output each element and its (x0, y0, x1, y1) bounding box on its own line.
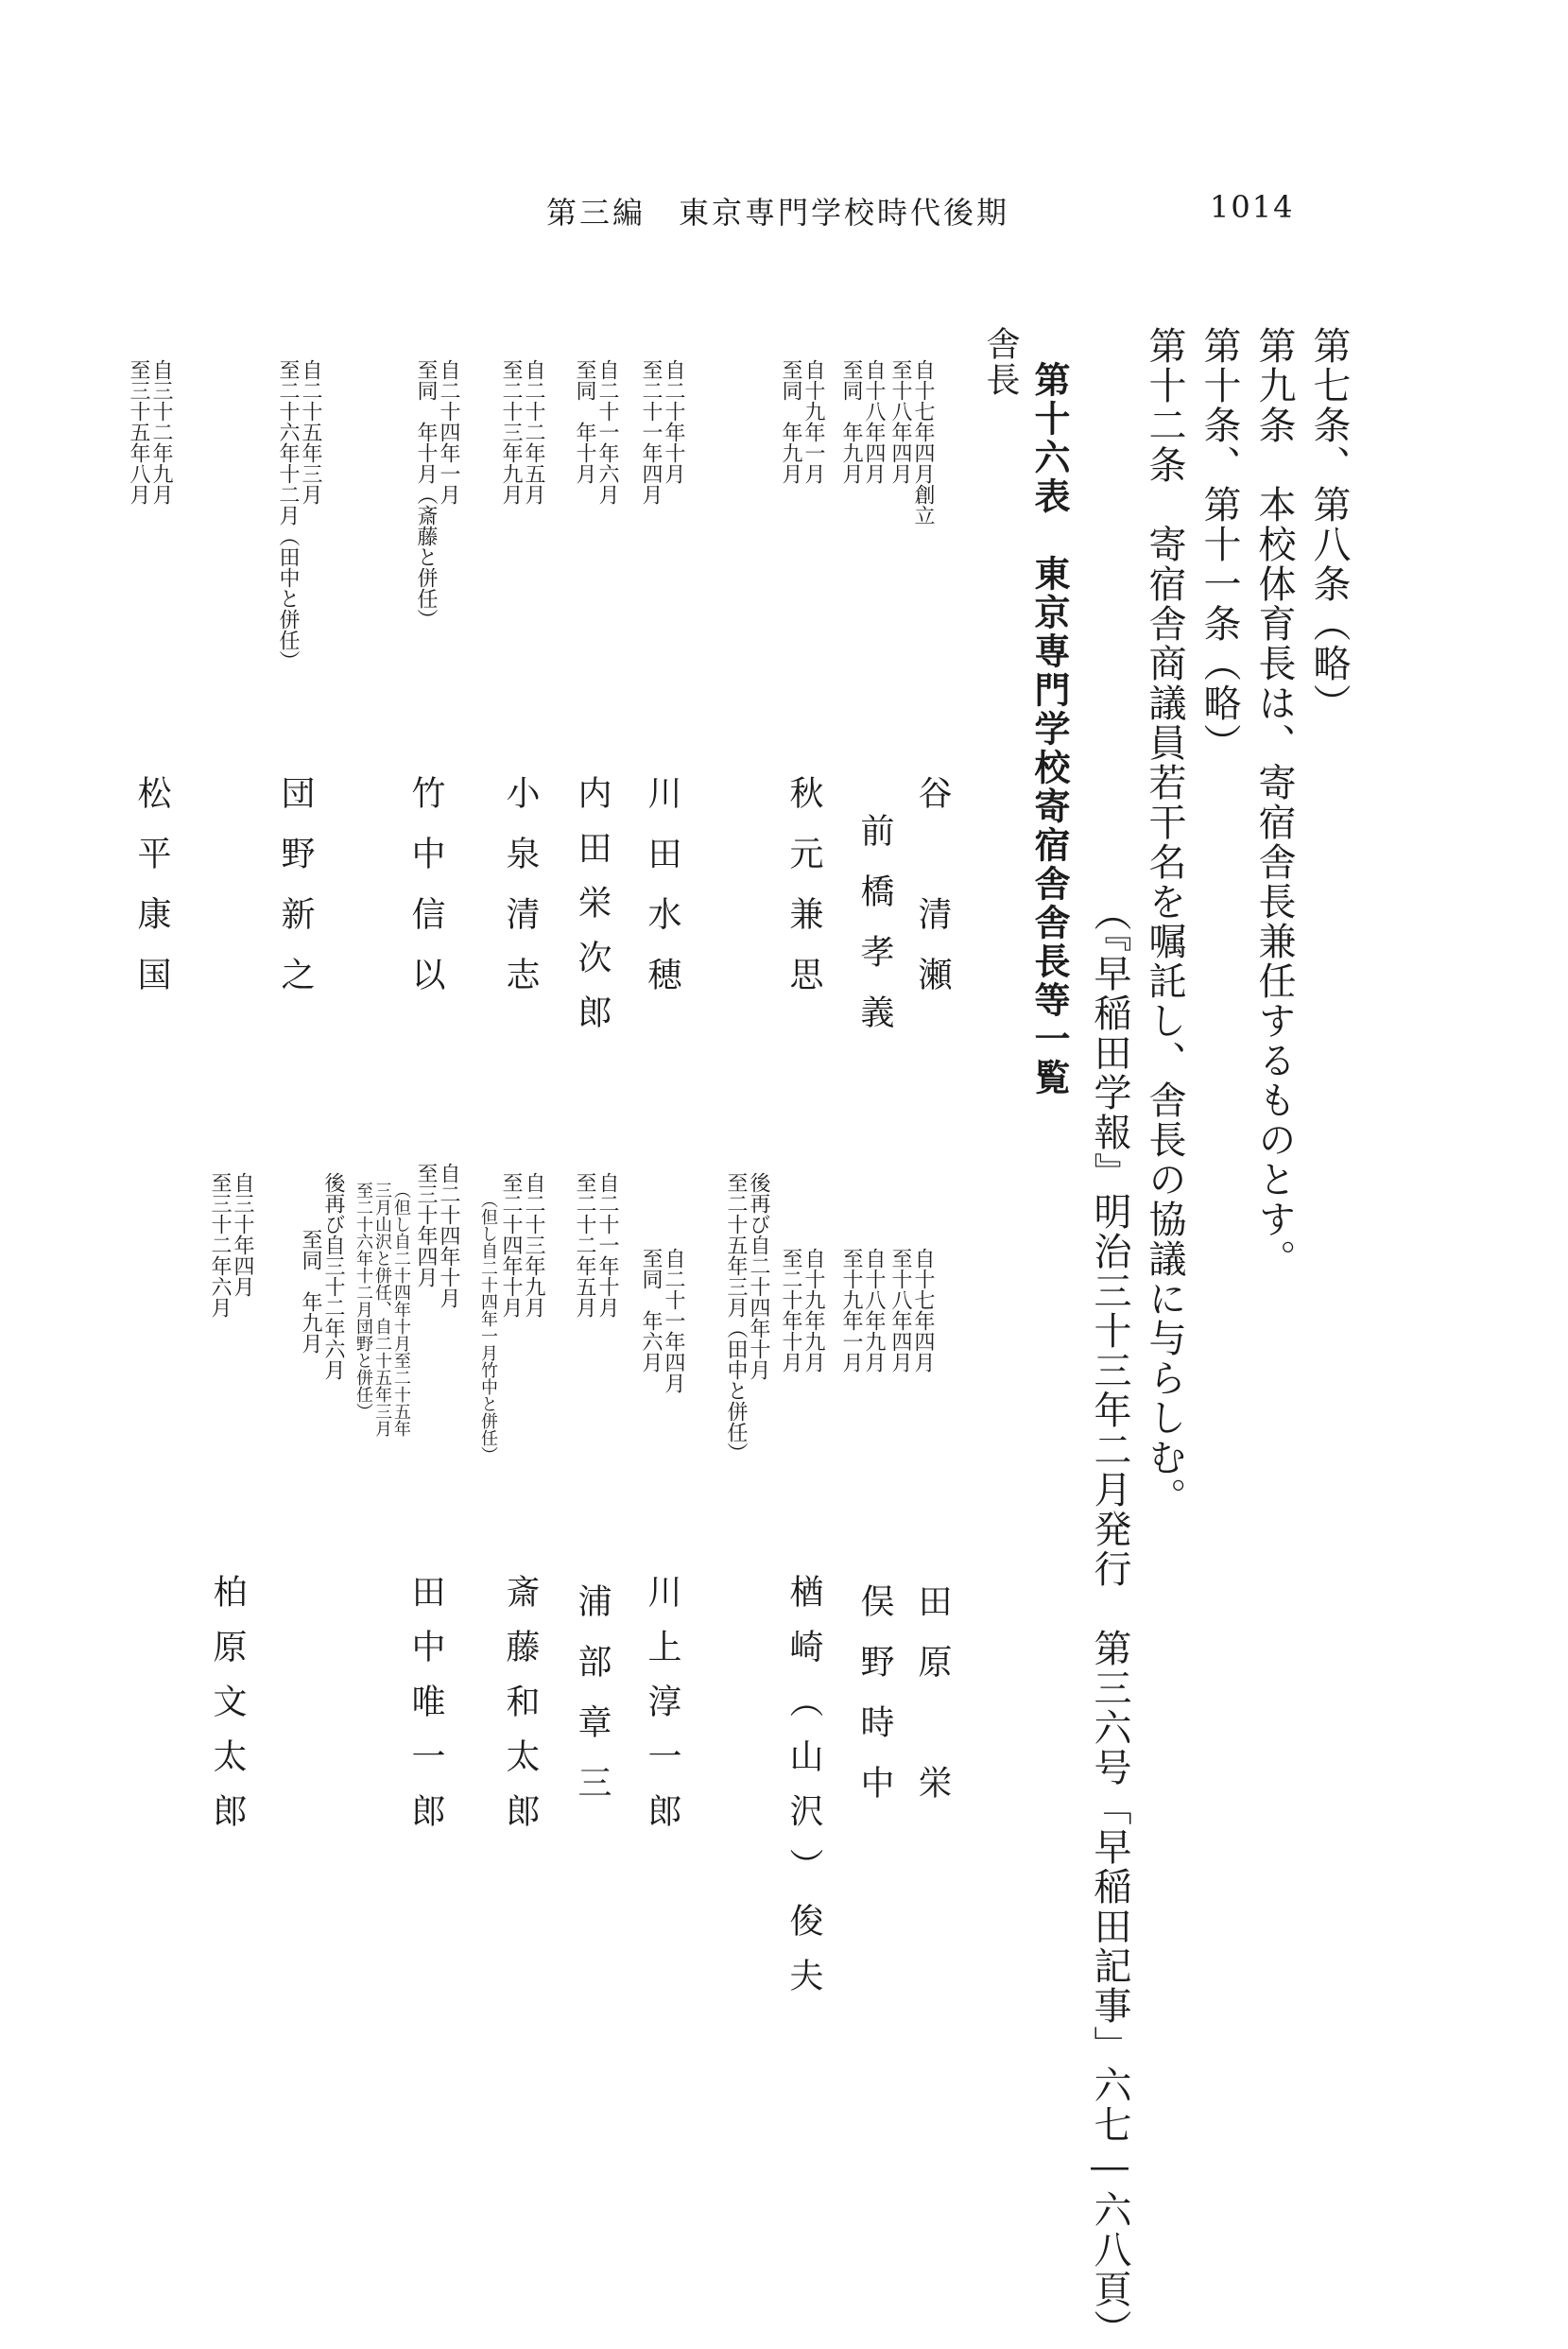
row8-term-b: 至二十六年十二月（田中と併任） (276, 359, 300, 671)
page-number: 1014 (1210, 189, 1295, 225)
row8-name: 団野新之 (276, 775, 315, 1017)
row7-name: 竹中信以 (406, 775, 445, 1017)
row7-term-b: 至同 年十月（斎藤と併任） (414, 359, 438, 630)
source-citation: （『早稲田学報』明治三十三年二月発行 第三六号「早稲田記事」六七―六八頁） (1088, 893, 1131, 2349)
row3-term2-b: 至二十年十月 (779, 1248, 802, 1373)
row9-term2-a: 自三十年四月 (231, 1172, 254, 1297)
row3-term-a: 自十九年一月 (801, 359, 825, 484)
row7-term-a: 自二十四年一月 (437, 359, 460, 505)
row1-term-b: 至十八年四月 (888, 359, 912, 484)
article-12: 第十二条 寄宿舎商議員若干名を嘱託し、舎長の協議に与らしむ。 (1143, 326, 1186, 1517)
row3-term2-d: 至二十五年三月（田中と併任） (724, 1172, 748, 1463)
row5-term-a: 自二十一年六月 (595, 359, 619, 505)
row7-term2-b: 至三十年四月 (414, 1163, 438, 1287)
row9-name: 松平康国 (132, 775, 171, 1017)
row5-term2-a: 自二十一年十月 (595, 1172, 619, 1318)
row1-term2-a: 自十七年四月 (911, 1248, 935, 1373)
row4-term-b: 至二十一年四月 (639, 359, 663, 505)
row7-term2-a: 自二十四年十月 (437, 1163, 460, 1308)
row3-term2-a: 自十九年九月 (801, 1248, 825, 1373)
row9-term-a: 自三十二年九月 (149, 359, 173, 505)
row7-term2-d: 三月山沢と併任、自二十五年三月 (372, 1182, 392, 1437)
row1-term-a: 自十七年四月創立 (911, 359, 935, 526)
table-column-header: 舎長 (981, 326, 1020, 398)
row7-term2-e: 至二十六年十二月団野と併任） (353, 1182, 373, 1420)
row4-term-a: 自二十年十月 (662, 359, 685, 484)
row6-term2-b: 至二十四年十月 (499, 1172, 523, 1318)
row3-term-b: 至同 年九月 (779, 359, 802, 484)
row3-name2: 楢崎（山沢）俊夫 (784, 1574, 823, 2012)
row4-name2: 川上淳一郎 (643, 1574, 681, 1848)
row8-term2-a: 後再び自三十二年六月 (321, 1172, 345, 1380)
row2-term-b: 至同 年九月 (839, 359, 863, 484)
table-title: 第十六表 東京専門学校寄宿舎舎長等一覧 (1028, 361, 1071, 1097)
row3-term2-c: 後再び自二十四年十月 (747, 1172, 770, 1380)
row8-term-a: 自二十五年三月 (299, 359, 322, 505)
row7-name2: 田中唯一郎 (406, 1574, 445, 1848)
article-10-11: 第十条、第十一条（略） (1198, 326, 1241, 763)
row6-term-a: 自二十二年五月 (522, 359, 545, 505)
row1-name2: 田原 栄 (913, 1583, 952, 1825)
row4-name: 川田水穂 (643, 775, 681, 1017)
row5-name: 内田栄次郎 (573, 775, 612, 1049)
running-header-title: 第三編 東京専門学校時代後期 (546, 195, 1010, 231)
row5-name2: 浦部章三 (573, 1583, 612, 1825)
row8-term2-b: 至同 年九月 (299, 1229, 322, 1354)
row4-term2-b: 至同 年六月 (639, 1248, 663, 1373)
row6-term-b: 至二十三年九月 (499, 359, 523, 505)
row2-term-a: 自十八年四月 (862, 359, 886, 484)
row2-name: 前橋孝義 (855, 813, 894, 1055)
row6-term2-a: 自二十三年九月 (522, 1172, 545, 1318)
row3-name: 秋元兼思 (784, 775, 823, 1017)
row1-term2-b: 至十八年四月 (888, 1248, 912, 1373)
row5-term2-b: 至二十二年五月 (573, 1172, 596, 1318)
row9-name2: 柏原文太郎 (208, 1574, 247, 1848)
row6-name2: 斎藤和太郎 (501, 1574, 540, 1848)
row5-term-b: 至同 年十月 (573, 359, 596, 484)
row2-term2-b: 至十九年一月 (839, 1248, 863, 1373)
row6-name: 小泉清志 (501, 775, 540, 1017)
row9-term2-b: 至三十二年六月 (208, 1172, 232, 1318)
row1-name: 谷 清瀬 (913, 775, 952, 1017)
row2-term2-a: 自十八年九月 (862, 1248, 886, 1373)
article-9: 第九条 本校体育長は、寄宿舎長兼任するものとす。 (1252, 326, 1296, 1279)
row7-term2-c: （但し自二十四年十月至二十五年 (391, 1182, 411, 1437)
row2-name2: 俣野時中 (855, 1583, 894, 1825)
article-7-8: 第七条、第八条（略） (1307, 326, 1351, 723)
row9-term-b: 至三十五年八月 (127, 359, 150, 505)
row6-term2-c: （但し自二十四年一月竹中と併任） (478, 1191, 498, 1463)
row4-term2-a: 自二十一年四月 (662, 1248, 685, 1393)
